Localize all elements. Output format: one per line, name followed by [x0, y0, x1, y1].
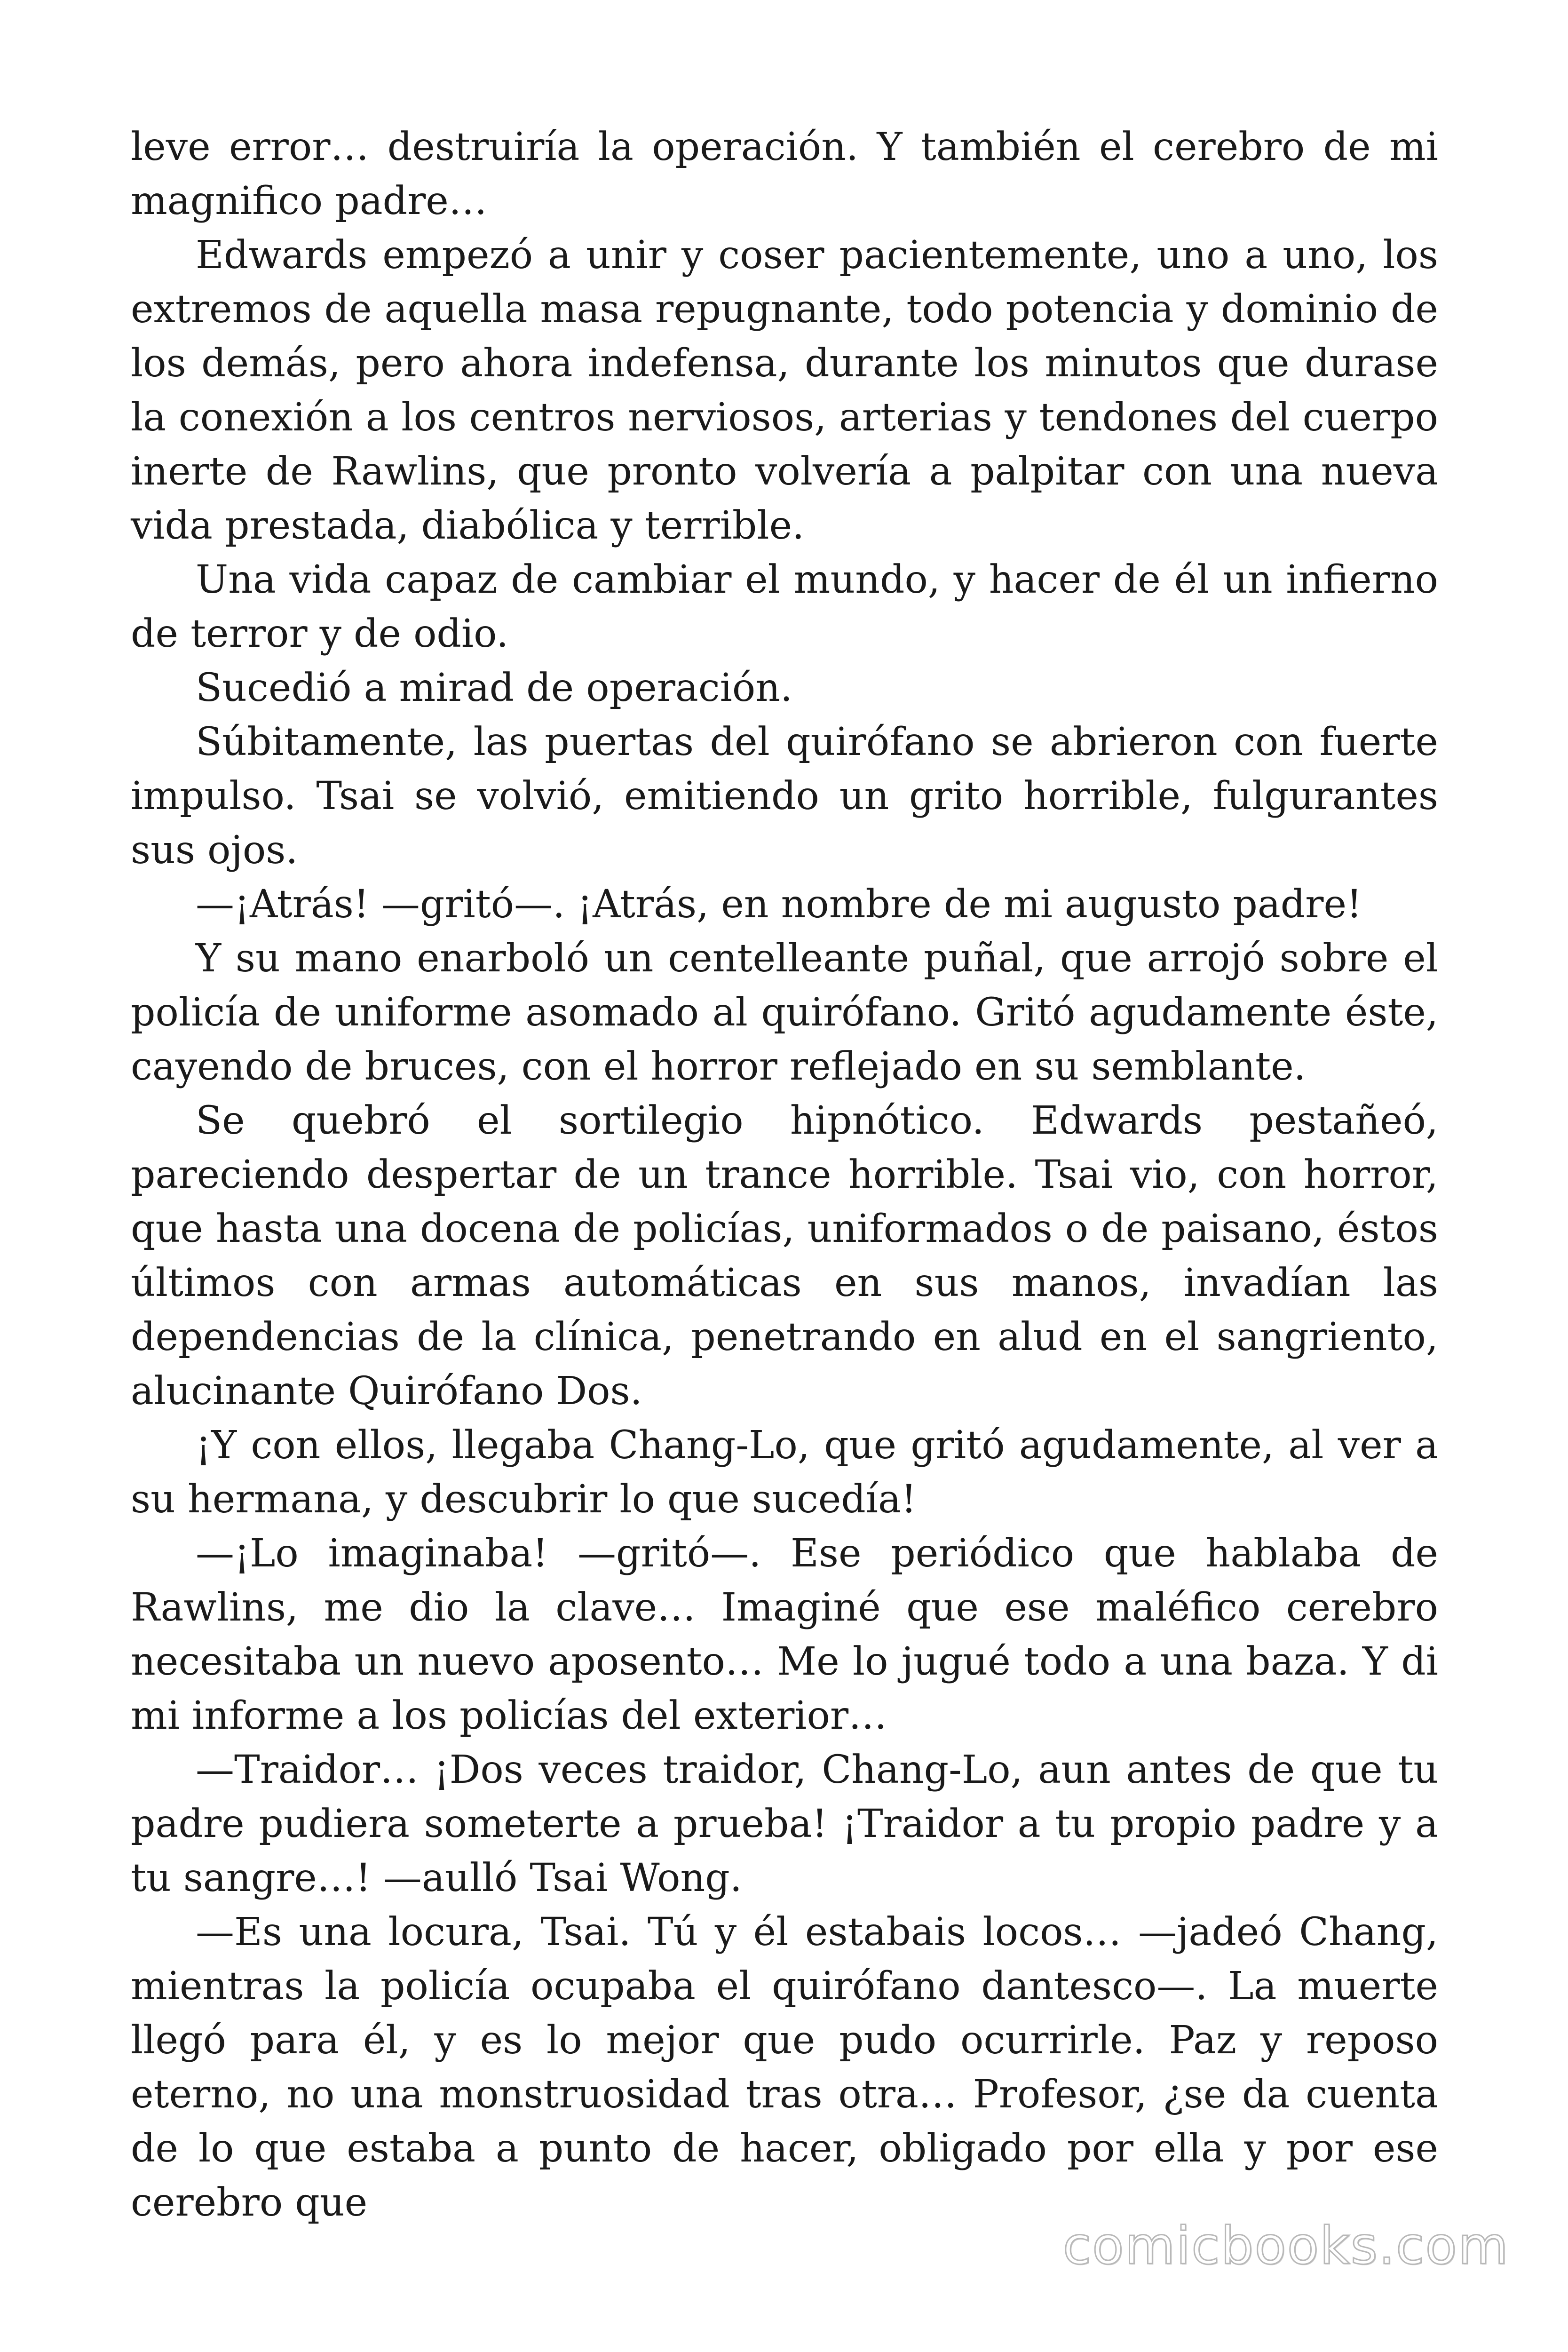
paragraph-5: Súbitamente, las puertas del quirófano se abrieron con fuerte impulso. Tsai se volvió, emitiendo un grito horrible, fulgurantes sus ojos.: [131, 720, 1438, 873]
body-text: [131, 120, 1438, 2230]
paragraph-8: Se quebró el sortilegio hipnótico. Edwards pestañeó, pareciendo despertar de un trance horrible. Tsai vio, con horror, que hasta una docena de policías, uniformados o de paisano, éstos últimos con armas automáticas en sus manos, invadían las dependencias de la clínica, penetrando en alud en el sangriento, alucinante Quirófano Dos.: [131, 1098, 1438, 1414]
paragraph-2: Edwards empezó a unir y coser pacientemente, uno a uno, los extremos de aquella masa repugnante, todo potencia y dominio de los demás, pero ahora indefensa, durante los minutos que durase la conexión a los centros nerviosos, arterias y tendones del cuerpo inerte de Rawlins, que pronto volvería a palpitar con una nueva vida prestada, diabólica y terrible.: [131, 233, 1438, 548]
paragraph-9: ¡Y con ellos, llegaba Chang-Lo, que gritó agudamente, al ver a su hermana, y descubrir lo que sucedía!: [131, 1423, 1438, 1522]
paragraph-6: —¡Atrás! —gritó—. ¡Atrás, en nombre de mi augusto padre!: [196, 882, 1362, 927]
paragraph-10: —¡Lo imaginaba! —gritó—. Ese periódico que hablaba de Rawlins, me dio la clave… Imaginé que ese maléfico cerebro necesitaba un nuevo aposento… Me lo jugué todo a una baza. Y di mi informe a los policías del exterior…: [131, 1531, 1438, 1738]
paragraph-12: —Es una locura, Tsai. Tú y él estabais locos… —jadeó Chang, mientras la policía ocupaba el quirófano dantesco—. La muerte llegó para él, y es lo mejor que pudo ocurrirle. Paz y reposo eterno, no una monstruosidad tras otra… Profesor, ¿se da cuenta de lo que estaba a punto de hacer, obligado por ella y por ese cerebro que: [131, 1910, 1438, 2225]
paragraph-7: Y su mano enarboló un centelleante puñal, que arrojó sobre el policía de uniforme asomado al quirófano. Gritó agudamente éste, cayendo de bruces, con el horror reflejado en su semblante.: [131, 936, 1438, 1089]
paragraph-4: Sucedió a mirad de operación.: [196, 666, 793, 710]
paragraph-1: leve error… destruiría la operación. Y también el cerebro de mi magnifico padre…: [131, 125, 1438, 223]
paragraph-3: Una vida capaz de cambiar el mundo, y hacer de él un infierno de terror y de odio.: [131, 557, 1438, 656]
site-watermark: comicbooks.com: [1062, 2216, 1509, 2276]
paragraph-11: —Traidor… ¡Dos veces traidor, Chang-Lo, aun antes de que tu padre pudiera someterte a prueba! ¡Traidor a tu propio padre y a tu sangre…! —aulló Tsai Wong.: [131, 1748, 1438, 1900]
